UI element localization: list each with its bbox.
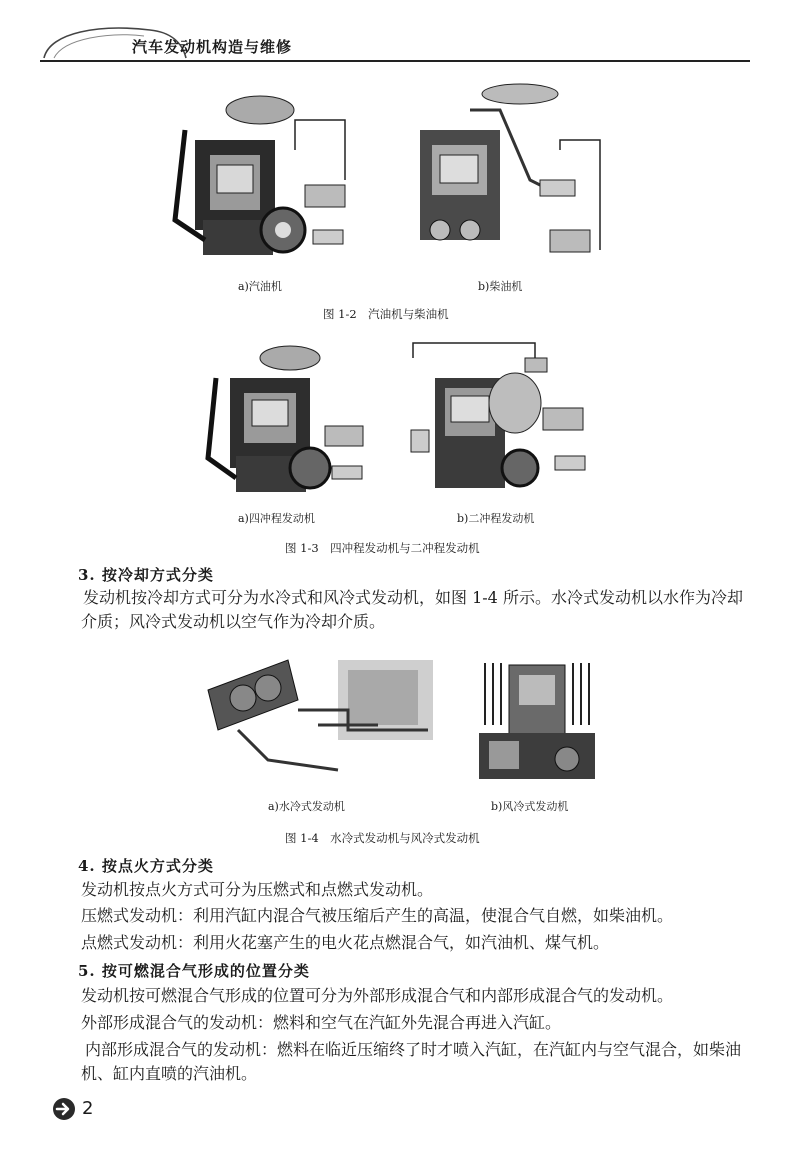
page-arrow-icon <box>52 1097 76 1121</box>
figure-diesel-engine <box>410 80 610 270</box>
figure-1-2-caption-b: b)柴油机 <box>478 280 523 293</box>
section-4-heading: 4. 按点火方式分类 <box>78 857 214 875</box>
section-5-paragraph-2: 外部形成混合气的发动机：燃料和空气在汽缸外先混合再进入汽缸。 <box>81 1013 562 1032</box>
page-number: 2 <box>82 1098 94 1119</box>
figure-four-stroke-engine <box>200 338 380 500</box>
figure-water-cooled-engine <box>198 650 443 780</box>
section-3-paragraph: 发动机按冷却方式可分为水冷式和风冷式发动机，如图 1-4 所示。水冷式发动机以水作为冷却介质；风冷式发动机以空气作为冷却介质。 <box>81 588 743 631</box>
figure-1-3-caption-b: b)二冲程发动机 <box>457 512 535 525</box>
figure-two-stroke-engine <box>405 338 595 500</box>
figure-gasoline-engine <box>165 80 365 270</box>
figure-1-3-title: 图 1-3 四冲程发动机与二冲程发动机 <box>285 541 480 555</box>
figure-1-4-caption-b: b)风冷式发动机 <box>491 800 569 813</box>
section-4-paragraph-1: 发动机按点火方式可分为压燃式和点燃式发动机。 <box>81 880 434 899</box>
section-5-paragraph-1: 发动机按可燃混合气形成的位置可分为外部形成混合气和内部形成混合气的发动机。 <box>81 986 674 1005</box>
header-rule <box>40 60 750 62</box>
figure-1-3-caption-a: a)四冲程发动机 <box>238 512 315 525</box>
section-5-paragraph-3: 内部形成混合气的发动机：燃料在临近压缩终了时才喷入汽缸，在汽缸内与空气混合，如柴油机、缸内直喷的汽油机。 <box>81 1040 742 1083</box>
figure-air-cooled-engine <box>475 655 600 783</box>
figure-1-2-title: 图 1-2 汽油机与柴油机 <box>323 307 449 321</box>
page-header <box>40 18 750 62</box>
section-3-heading: 3. 按冷却方式分类 <box>78 566 214 584</box>
figure-1-4-title: 图 1-4 水冷式发动机与风冷式发动机 <box>285 831 480 845</box>
section-4-paragraph-2: 压燃式发动机：利用汽缸内混合气被压缩后产生的高温，使混合气自燃，如柴油机。 <box>81 906 674 925</box>
figure-1-2-caption-a: a)汽油机 <box>238 280 282 293</box>
header-title: 汽车发动机构造与维修 <box>132 38 293 56</box>
section-5-heading: 5. 按可燃混合气形成的位置分类 <box>78 962 310 980</box>
figure-1-4-caption-a: a)水冷式发动机 <box>268 800 345 813</box>
section-4-paragraph-3: 点燃式发动机：利用火花塞产生的电火花点燃混合气，如汽油机、煤气机。 <box>81 933 610 952</box>
